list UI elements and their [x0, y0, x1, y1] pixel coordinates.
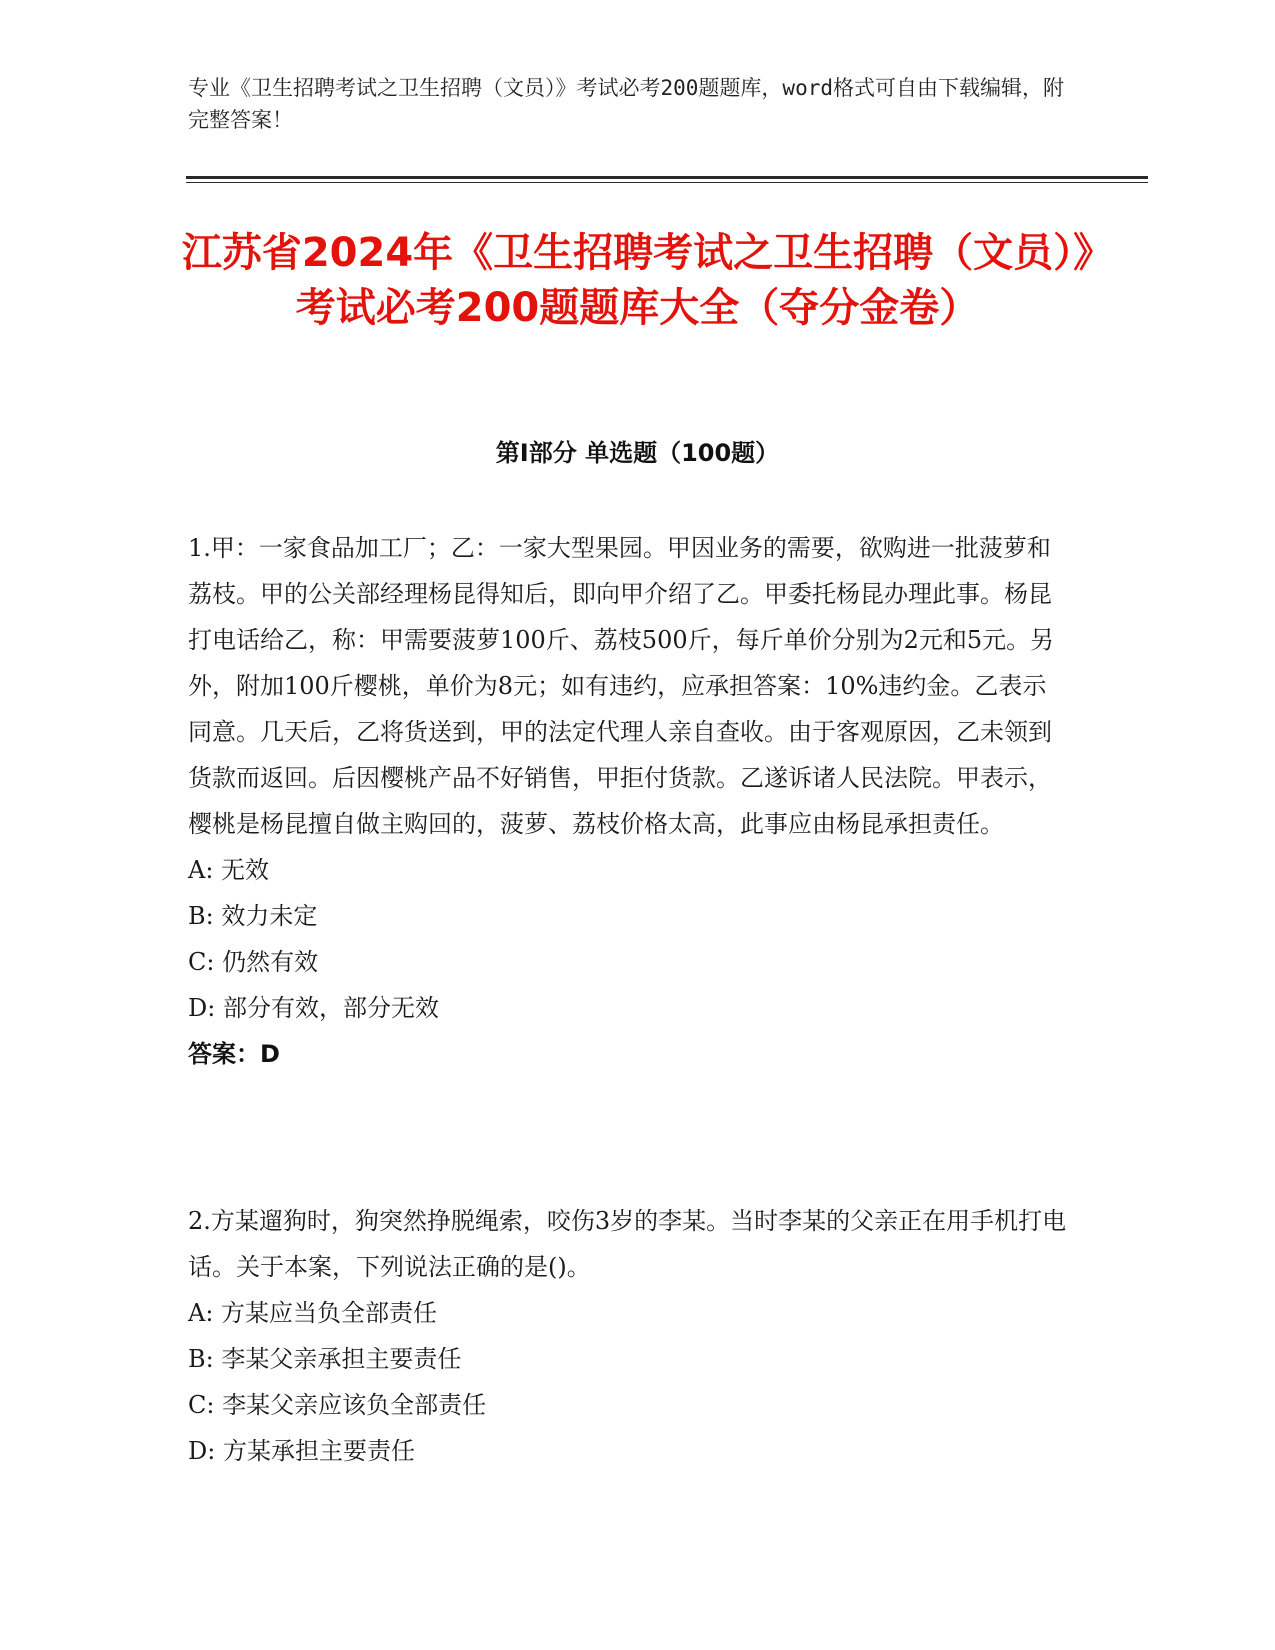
- option-b: B: 效力未定: [188, 902, 318, 930]
- header-rule-thin: [186, 182, 1148, 183]
- header-rule-thick: [186, 176, 1148, 179]
- answer-label: 答案：D: [188, 1040, 280, 1068]
- question-1: [188, 525, 1068, 1077]
- option-a: A: 无效: [188, 856, 270, 884]
- option-d: D: 方某承担主要责任: [188, 1437, 415, 1465]
- option-a: A: 方某应当负全部责任: [188, 1299, 438, 1327]
- section-title: 第I部分 单选题（100题）: [495, 439, 780, 467]
- document-title: 江苏省2024年《卫生招聘考试之卫生招聘（文员）》考试必考200题题库大全（夺分金卷）: [181, 230, 1094, 331]
- header-note: 专业《卫生招聘考试之卫生招聘（文员）》考试必考200题题库，word格式可自由下载编辑，附完整答案！: [188, 76, 1064, 132]
- question-2: [188, 1198, 1068, 1474]
- option-b: B: 李某父亲承担主要责任: [188, 1345, 462, 1373]
- option-d: D: 部分有效，部分无效: [188, 994, 439, 1022]
- question-stem: 2.方某遛狗时，狗突然挣脱绳索，咬伤3岁的李某。当时李某的父亲正在用手机打电话。关于本案，下列说法正确的是()。: [188, 1207, 1067, 1281]
- question-stem: 1.甲：一家食品加工厂；乙：一家大型果园。甲因业务的需要，欲购进一批菠萝和荔枝。甲的公关部经理杨昆得知后，即向甲介绍了乙。甲委托杨昆办理此事。杨昆打电话给乙，称：甲需要菠萝100斤、荔枝500斤，每斤单价分别为2元和5元。另外，附加100斤樱桃，单价为8元；如有违约，应承担答案：10%违约金。乙表示同意。几天后，乙将货送到，甲的法定代理人亲自查收。由于客观原因，乙未领到货款而返回。后因樱桃产品不好销售，甲拒付货款。乙遂诉诸人民法院。甲表示，樱桃是杨昆擅自做主购回的，菠萝、荔枝价格太高，此事应由杨昆承担责任。: [188, 534, 1055, 838]
- option-c: C: 李某父亲应该负全部责任: [188, 1391, 487, 1419]
- option-c: C: 仍然有效: [188, 948, 319, 976]
